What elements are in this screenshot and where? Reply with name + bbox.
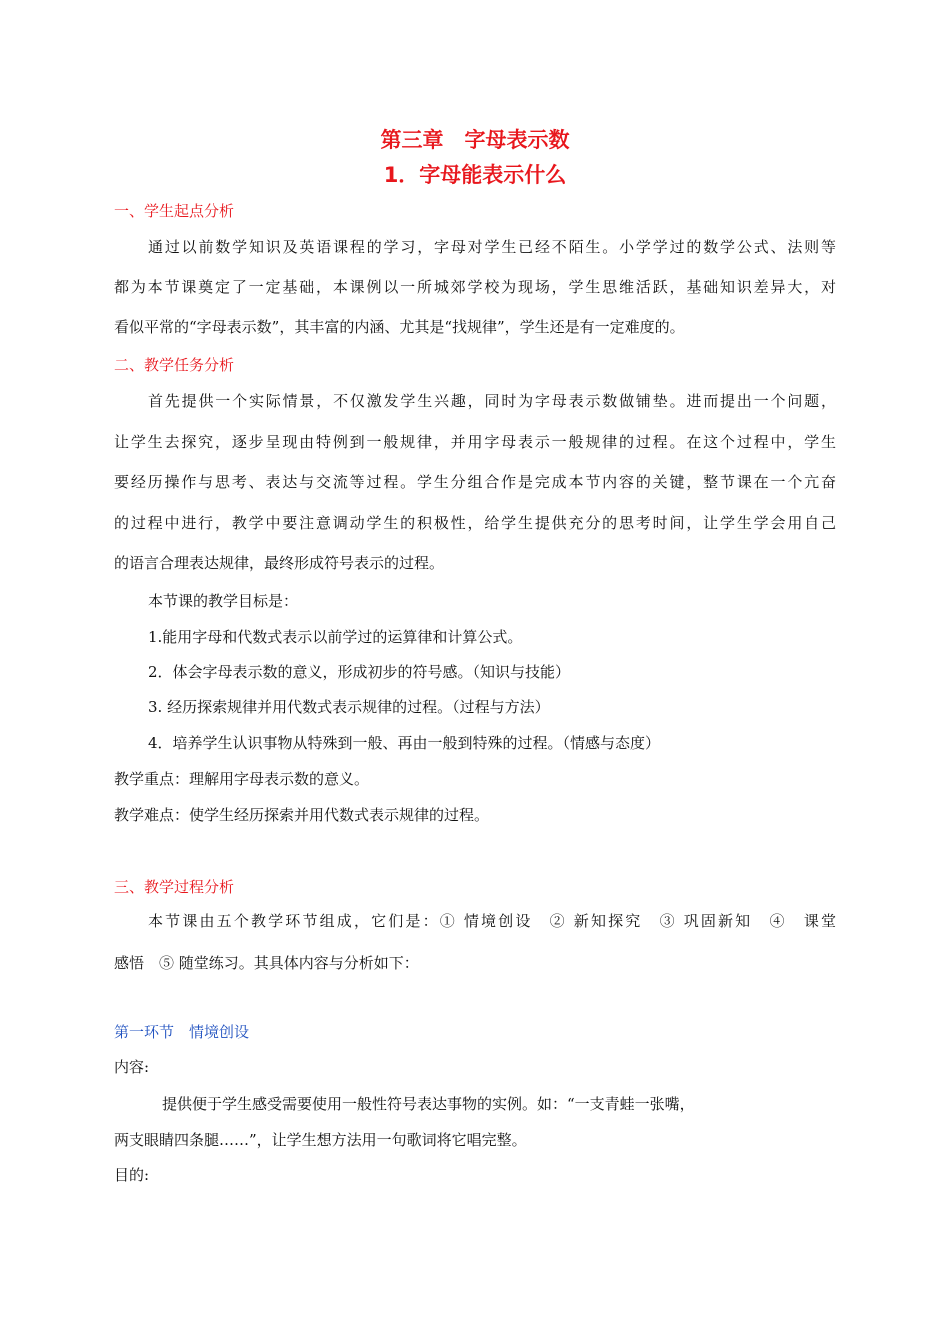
- section1-paragraph-line: 看似平常的“字母表示数”，其丰富的内涵、尤其是“找规律”，学生还是有一定难度的。: [114, 318, 685, 336]
- section3-paragraph-line: 本节课由五个教学环节组成，它们是：① 情境创设 ② 新知探究 ③ 巩固新知 ④ 课堂: [148, 912, 836, 930]
- section3-paragraph-line: 感悟 ⑤ 随堂练习。其具体内容与分析如下：: [114, 954, 419, 972]
- section1-paragraph-line: 都为本节课奠定了一定基础，本课例以一所城郊学校为现场，学生思维活跃，基础知识差异大，对: [114, 278, 836, 296]
- stage1-purpose-label: 目的:: [114, 1166, 150, 1184]
- goal-item: 3. 经历探索规律并用代数式表示规律的过程。（过程与方法）: [148, 698, 550, 716]
- goal-item: 2．体会字母表示数的意义，形成初步的符号感。（知识与技能）: [148, 663, 571, 681]
- section2-paragraph-line: 要经历操作与思考、表达与交流等过程。学生分组合作是完成本节内容的关键，整节课在一个亢奋: [114, 473, 836, 491]
- goal-item: 1.能用字母和代数式表示以前学过的运算律和计算公式。: [148, 628, 523, 646]
- section1-heading: 一、学生起点分析: [114, 202, 235, 220]
- section2-paragraph-line: 的过程中进行，教学中要注意调动学生的积极性，给学生提供充分的思考时间，让学生学会用自己: [114, 514, 836, 532]
- section1-paragraph-line: 通过以前数学知识及英语课程的学习，字母对学生已经不陌生。小学学过的数学公式、法则等: [148, 238, 836, 256]
- section2-heading: 二、教学任务分析: [114, 356, 235, 374]
- goals-intro: 本节课的教学目标是：: [148, 592, 299, 610]
- stage1-heading: 第一环节 情境创设: [114, 1023, 250, 1041]
- lesson-title: 1．字母能表示什么: [383, 163, 567, 187]
- chapter-title: 第三章 字母表示数: [380, 128, 570, 152]
- stage1-content-line: 两支眼睛四条腿……”，让学生想方法用一句歌词将它唱完整。: [114, 1131, 527, 1149]
- key-point: 教学重点：理解用字母表示数的意义。: [114, 770, 370, 788]
- section2-paragraph-line: 的语言合理表达规律，最终形成符号表示的过程。: [114, 554, 445, 572]
- stage1-content-label: 内容:: [114, 1058, 150, 1076]
- section2-paragraph-line: 首先提供一个实际情景，不仅激发学生兴趣，同时为字母表示数做铺垫。进而提出一个问题，: [148, 392, 836, 410]
- stage1-content-line: 提供便于学生感受需要使用一般性符号表达事物的实例。如：“一支青蛙一张嘴，: [162, 1095, 695, 1113]
- difficulty-point: 教学难点：使学生经历探索并用代数式表示规律的过程。: [114, 806, 490, 824]
- goal-item: 4．培养学生认识事物从特殊到一般、再由一般到特殊的过程。（情感与态度）: [148, 734, 661, 752]
- section2-paragraph-line: 让学生去探究，逐步呈现由特例到一般规律，并用字母表示一般规律的过程。在这个过程中，学生: [114, 433, 836, 451]
- section3-heading: 三、教学过程分析: [114, 878, 235, 896]
